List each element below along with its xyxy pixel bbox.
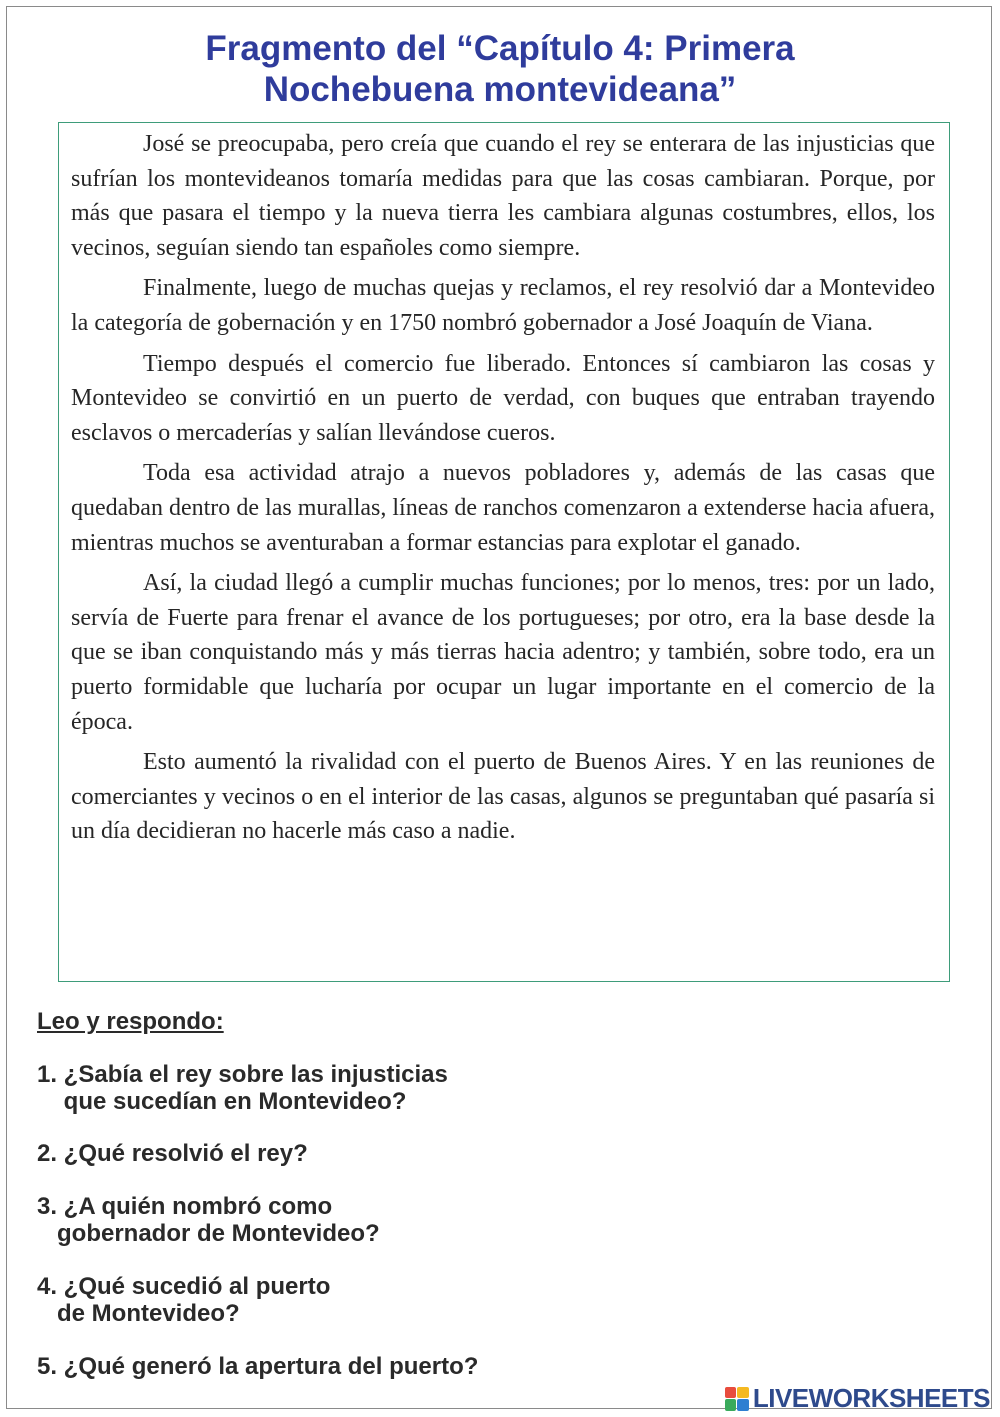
passage-paragraph-1: José se preocupaba, pero creía que cuando el rey se enterara de las injusticias que sufrían los montevideanos tomaría medidas para que las cosas cambiaran. Porque, por más que pasara el tiempo y la nueva tierra les cambiara algunas costumbres, ellos, los vecinos, seguían siendo tan españoles como siempre. xyxy=(71,131,935,261)
question-3-line-1: 3. ¿A quién nombró como xyxy=(37,1193,333,1220)
question-5-line-1: 5. ¿Qué generó la apertura del puerto? xyxy=(37,1353,479,1380)
questions-heading: Leo y respondo: xyxy=(37,1008,224,1035)
passage-paragraph-6: Esto aumentó la rivalidad con el puerto de Buenos Aires. Y en las reuniones de comerciantes y vecinos o en el interior de las casas, algunos se preguntaban qué pasaría si un día decidieran no hacerle más caso a nadie. xyxy=(71,749,935,845)
question-5 xyxy=(37,1353,478,1380)
question-1-line-2: que sucedían en Montevideo? xyxy=(37,1088,407,1115)
logo-square-yellow xyxy=(737,1387,749,1399)
logo-square-red xyxy=(725,1387,737,1399)
question-2 xyxy=(37,1140,308,1167)
question-3 xyxy=(37,1193,380,1247)
liveworksheets-logo-icon xyxy=(725,1387,749,1411)
question-1-line-1: 1. ¿Sabía el rey sobre las injusticias xyxy=(37,1061,448,1088)
passage-paragraph-3: Tiempo después el comercio fue liberado. Entonces sí cambiaron las cosas y Montevideo se convirtió en un puerto de verdad, con buques que entraban trayendo esclavos o mercaderías y salían llevándose cueros. xyxy=(71,350,935,446)
liveworksheets-logo xyxy=(725,1383,990,1414)
question-4-line-1: 4. ¿Qué sucedió al puerto xyxy=(37,1273,331,1300)
passage-paragraph-2: Finalmente, luego de muchas quejas y reclamos, el rey resolvió dar a Montevideo la categoría de gobernación y en 1750 nombró gobernador a José Joaquín de Viana. xyxy=(71,275,935,336)
reading-passage xyxy=(58,122,950,982)
logo-text: LIVEWORKSHEETS xyxy=(752,1383,990,1413)
page-title xyxy=(0,28,1000,110)
title-line-1: Fragmento del “Capítulo 4: Primera xyxy=(205,29,795,68)
logo-square-green xyxy=(725,1399,737,1411)
question-3-line-2: gobernador de Montevideo? xyxy=(37,1220,380,1247)
question-4 xyxy=(37,1273,330,1327)
question-1 xyxy=(37,1061,448,1115)
title-line-2: Nochebuena montevideana” xyxy=(263,70,737,109)
passage-paragraph-5: Así, la ciudad llegó a cumplir muchas funciones; por lo menos, tres: por un lado, servía de Fuerte para frenar el avance de los portugueses; por otro, era la base desde la que se iban conquistando más y más tierras hacia adentro; y también, sobre todo, era un puerto formidable que lucharía por ocupar un lugar importante en el comercio de la época. xyxy=(71,570,935,735)
question-4-line-2: de Montevideo? xyxy=(37,1300,240,1327)
passage-paragraph-4: Toda esa actividad atrajo a nuevos pobladores y, además de las casas que quedaban dentro de las murallas, líneas de ranchos comenzaron a extenderse hacia afuera, mientras muchos se aventuraban a formar estancias para explotar el ganado. xyxy=(71,460,935,556)
logo-square-blue xyxy=(737,1399,749,1411)
question-2-line-1: 2. ¿Qué resolvió el rey? xyxy=(37,1140,308,1167)
